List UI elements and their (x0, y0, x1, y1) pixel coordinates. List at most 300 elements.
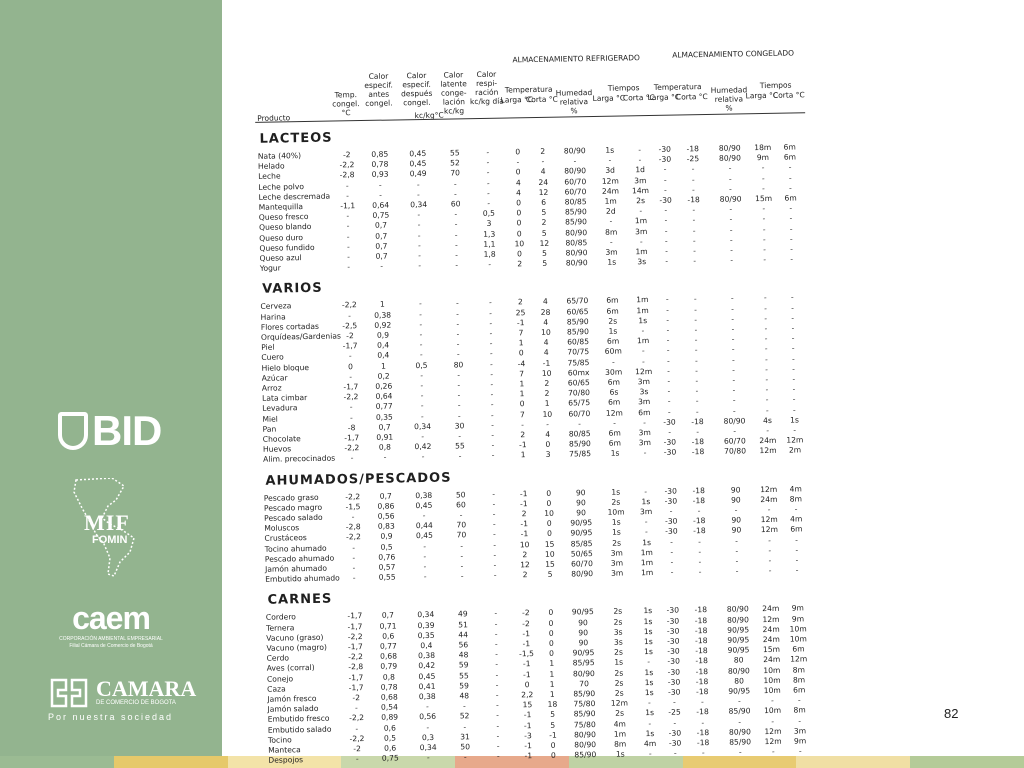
table-cell: 31 (460, 732, 470, 742)
table-cell: - (417, 210, 421, 220)
table-cell: 75/85 (567, 357, 590, 368)
table-cell: -30 (665, 526, 678, 537)
table-cell: 6m (783, 152, 797, 162)
table-cell: 6 (541, 197, 547, 207)
table-cell: - (456, 339, 460, 349)
table-cell: 0,89 (381, 712, 399, 723)
table-cell: -25 (686, 154, 700, 164)
table-cell: - (648, 749, 652, 759)
table-cell: - (419, 340, 423, 350)
table-cell: - (692, 225, 696, 235)
product-name: Caza (267, 684, 286, 694)
table-cell: -1 (524, 741, 533, 751)
product-name: Arroz (261, 383, 282, 393)
table-cell: 12m (601, 176, 619, 186)
table-cell: - (788, 162, 792, 172)
table-cell: - (495, 660, 499, 670)
table-cell: - (666, 346, 670, 356)
product-name: Alim. precocinados (263, 453, 336, 465)
table-cell: - (641, 326, 645, 336)
table-cell: - (348, 310, 352, 320)
table-cell: - (643, 448, 647, 458)
column-header: Producto (257, 113, 291, 123)
table-cell: - (693, 246, 696, 256)
table-cell: 0,7 (378, 422, 391, 432)
table-cell: 0,49 (409, 169, 427, 179)
table-cell: - (665, 246, 668, 256)
table-cell: 1,8 (483, 249, 496, 259)
table-cell: 1 (519, 379, 525, 389)
table-cell: - (355, 723, 359, 733)
table-cell: - (644, 486, 648, 496)
table-cell: 0,26 (375, 381, 393, 391)
column-header: Calor latente conge- lación kc/kg (440, 70, 467, 116)
table-cell: 0 (548, 608, 554, 618)
table-cell: - (426, 722, 430, 732)
table-cell: 7 (519, 369, 525, 379)
table-cell: - (458, 431, 462, 441)
table-cell: 9m (793, 736, 807, 746)
table-cell: 12 (539, 238, 550, 248)
caem-logo (0, 600, 222, 650)
table-cell: 12m (786, 435, 804, 445)
column-header: Calor respi- ración kc/kg día (469, 69, 504, 107)
table-cell: - (798, 716, 802, 726)
product-name: Ternera (265, 622, 295, 633)
table-cell: 0 (546, 498, 552, 508)
table-cell: 6m (638, 407, 651, 417)
table-cell: 5 (542, 258, 548, 269)
table-cell: -30 (668, 738, 682, 748)
table-cell: 10 (542, 409, 553, 419)
table-cell: -2,8 (339, 170, 355, 180)
table-cell: - (420, 391, 424, 401)
table-cell: 0,34 (419, 742, 437, 753)
color-stripe (910, 756, 1024, 768)
table-cell: 12 (538, 187, 549, 197)
table-cell: 48 (459, 691, 470, 701)
table-cell: 1 (518, 338, 524, 348)
table-cell: - (768, 535, 772, 545)
table-cell: 12m (759, 446, 777, 456)
table-cell: -18 (691, 447, 705, 457)
table-cell: - (670, 547, 674, 557)
table-cell: - (462, 701, 466, 711)
table-cell: - (352, 542, 356, 552)
product-name: Hielo bloque (261, 362, 310, 373)
table-cell: 0,7 (381, 610, 394, 621)
table-cell: 90 (578, 627, 589, 638)
table-cell: -1,7 (347, 611, 363, 621)
table-cell: 80/90 (726, 604, 749, 615)
column-header: Calor especif. antes congel. (364, 71, 393, 108)
table-cell: -18 (695, 656, 708, 666)
table-cell: -30 (658, 144, 672, 154)
table-cell: 10m (607, 507, 625, 517)
table-cell: - (492, 519, 496, 529)
column-header: Calor especif. después congel. (401, 70, 433, 108)
table-cell: 70 (456, 520, 467, 530)
table-cell: - (644, 527, 648, 537)
table-cell: 80/90 (572, 668, 595, 679)
product-name: Miel (262, 414, 278, 424)
table-cell: 80/90 (563, 146, 586, 156)
table-cell: 2s (614, 678, 624, 688)
table-cell: - (731, 344, 735, 354)
table-cell: - (460, 571, 464, 581)
product-name: Chocolate (262, 434, 301, 444)
table-cell: 10m (789, 624, 807, 634)
table-cell: 90 (578, 638, 589, 648)
table-cell: - (691, 174, 695, 184)
table-cell: - (456, 349, 460, 359)
product-name: Piel (261, 342, 275, 353)
table-cell: - (647, 657, 651, 667)
table-cell: 80/85 (564, 197, 587, 207)
table-cell: 90/95 (728, 686, 751, 696)
table-cell: 1s (645, 728, 655, 738)
globe-icon (58, 412, 88, 450)
table-cell: 0,38 (418, 651, 436, 661)
table-cell: 12m (760, 525, 779, 535)
table-cell: 60/70 (564, 186, 587, 197)
table-cell: - (732, 406, 736, 416)
table-cell: 10m (763, 706, 782, 716)
table-cell: - (419, 309, 423, 319)
table-cell: - (455, 298, 459, 308)
table-cell: 90/95 (572, 648, 595, 658)
table-cell: - (731, 334, 735, 344)
table-cell: - (352, 573, 356, 583)
table-cell: 0,35 (375, 412, 393, 422)
table-cell: 3s (613, 637, 623, 647)
table-cell: - (729, 225, 733, 235)
table-cell: - (541, 157, 545, 167)
table-cell: - (383, 453, 387, 463)
table-cell: 65/75 (568, 398, 591, 408)
table-cell: - (496, 721, 500, 731)
table-cell: 80/90 (727, 665, 750, 676)
product-name: Flores cortadas (260, 321, 319, 332)
table-cell: - (457, 410, 461, 420)
table-cell: 90 (576, 508, 587, 518)
table-cell: - (489, 338, 493, 349)
table-cell: 0,8 (382, 672, 396, 682)
table-cell: 60/70 (723, 436, 746, 446)
table-cell: -1,7 (344, 433, 360, 443)
table-cell: -2,2 (343, 392, 359, 402)
table-cell: - (695, 365, 699, 376)
table-cell: 12m (762, 614, 780, 624)
table-cell: 4 (540, 167, 546, 177)
table-cell: - (668, 427, 672, 437)
table-cell: - (457, 400, 461, 410)
table-cell: 0,5 (380, 542, 393, 552)
product-name: Lata cimbar (261, 393, 308, 403)
table-cell: 70 (456, 530, 467, 540)
table-cell: 55 (454, 441, 465, 451)
product-name: Vacuno (magro) (266, 642, 328, 653)
table-cell: - (455, 260, 459, 270)
table-cell: 6m (606, 336, 620, 346)
table-cell: 0,9 (380, 531, 393, 542)
table-cell: 80/90 (723, 416, 746, 426)
table-cell: 85/90 (728, 706, 751, 717)
table-cell: 10m (789, 634, 807, 644)
table-cell: 15m (762, 644, 781, 655)
table-cell: 1s (614, 657, 624, 668)
table-cell: 85/95 (572, 658, 595, 668)
table-cell: -1 (520, 529, 529, 539)
table-cell: 10 (544, 508, 555, 518)
product-name: Aves (corral) (266, 663, 315, 674)
table-cell: - (454, 219, 458, 229)
table-cell: 3m (610, 548, 623, 558)
table-cell: 0 (515, 167, 521, 177)
table-cell: -30 (666, 616, 680, 626)
table-cell: 2s (613, 606, 623, 617)
table-cell: - (763, 255, 767, 265)
table-cell: 90 (578, 617, 588, 627)
table-cell: - (694, 355, 698, 365)
table-cell: -2,2 (341, 300, 357, 310)
table-cell: -18 (691, 416, 704, 427)
table-cell: -30 (667, 656, 680, 667)
table-cell: 3m (634, 226, 648, 236)
table-cell: - (764, 334, 768, 344)
table-cell: 1s (645, 708, 655, 718)
table-cell: -18 (686, 144, 700, 154)
table-cell: - (693, 294, 697, 304)
table-cell: 0,76 (378, 552, 396, 562)
table-cell: - (346, 191, 349, 201)
storage-table-document (248, 42, 820, 765)
table-cell: 6s (609, 387, 619, 397)
product-name: Embutido salado (267, 724, 332, 735)
table-cell: - (667, 376, 671, 386)
table-cell: 75/85 (569, 449, 592, 459)
table-cell: 1 (379, 300, 385, 310)
table-cell: -2 (342, 150, 351, 160)
table-cell: - (418, 261, 422, 271)
table-cell: - (490, 389, 494, 400)
table-cell: - (698, 536, 702, 546)
table-cell: - (419, 319, 423, 329)
table-cell: 9m (791, 613, 805, 624)
table-cell: 75/80 (573, 699, 596, 709)
table-cell: 2d (605, 206, 616, 216)
table-cell: 60/70 (568, 408, 591, 419)
table-cell: -18 (695, 687, 709, 697)
table-cell: 9m (791, 603, 804, 613)
table-cell: - (346, 242, 350, 252)
table-cell: 50 (455, 489, 466, 500)
table-cell: - (791, 303, 794, 313)
table-cell: - (609, 237, 613, 247)
product-name: Jamón fresco (267, 693, 317, 704)
table-cell: - (691, 164, 695, 174)
table-cell: 9m (756, 153, 770, 163)
table-cell: 1 (544, 399, 550, 409)
table-cell: -18 (694, 625, 708, 636)
table-cell: 24m (760, 494, 778, 504)
table-cell: 0,4 (377, 350, 390, 361)
table-cell: 0 (548, 628, 554, 638)
table-cell: - (695, 386, 699, 396)
table-cell: -4 (517, 358, 526, 368)
table-cell: 4s (763, 415, 772, 425)
table-cell: - (495, 649, 499, 659)
table-cell: -1 (542, 358, 551, 368)
table-cell: - (488, 298, 492, 308)
table-cell: - (457, 380, 461, 390)
table-cell: 0,91 (376, 432, 394, 442)
product-name: Queso fresco (258, 212, 309, 223)
table-cell: - (768, 555, 772, 565)
table-cell: - (792, 374, 796, 384)
fomin-logo-text: FOMIN (92, 534, 128, 546)
table-cell: 4 (515, 177, 521, 187)
table-cell: 7 (518, 328, 524, 338)
table-cell: - (765, 374, 769, 385)
sidebar-panel (0, 0, 222, 756)
table-cell: 0,54 (380, 702, 398, 712)
table-cell: - (792, 384, 796, 394)
product-name: Moluscos (264, 523, 300, 533)
table-cell: - (771, 716, 775, 726)
table-cell: 80/90 (574, 740, 597, 750)
table-cell: 3m (638, 438, 652, 448)
table-cell: -2,8 (348, 662, 364, 672)
table-cell: - (791, 333, 795, 343)
unit-label: kc/kg°C (414, 110, 444, 121)
table-cell: -18 (694, 605, 708, 615)
table-cell: -2 (352, 693, 361, 703)
table-cell: 10m (763, 685, 781, 696)
table-cell: - (667, 356, 670, 366)
table-cell: 90/95 (727, 645, 750, 655)
table-cell: 0 (519, 399, 525, 409)
table-cell: - (643, 417, 646, 427)
table-cell: 3 (545, 450, 551, 460)
section-title: LACTEOS (259, 130, 333, 147)
column-header: Corta °C (675, 91, 708, 102)
table-cell: - (764, 303, 768, 313)
table-cell: - (761, 163, 765, 173)
table-cell: - (666, 325, 670, 335)
table-cell: 12m (790, 654, 808, 665)
table-cell: - (641, 346, 645, 356)
table-cell: 85/90 (574, 750, 597, 760)
table-cell: - (788, 173, 792, 183)
table-cell: 1s (643, 626, 653, 636)
caem-subtitle-line2: Filial Cámara de Comercio de Bogotá (69, 643, 153, 649)
table-cell: 80/90 (565, 248, 588, 258)
bid-logo (0, 408, 222, 454)
table-cell: - (496, 711, 500, 721)
table-cell: -1 (523, 710, 532, 720)
table-cell: - (792, 364, 796, 374)
table-cell: -30 (667, 687, 681, 697)
table-cell: - (346, 211, 350, 221)
table-cell: 59 (458, 660, 469, 670)
table-cell: 52 (450, 158, 460, 168)
table-cell: 0 (516, 218, 522, 228)
table-cell: 0,6 (384, 743, 397, 753)
table-cell: - (425, 702, 429, 712)
table-cell: - (729, 235, 733, 245)
table-cell: -2,2 (349, 733, 365, 744)
table-cell: 0,78 (380, 682, 398, 692)
table-cell: 70/75 (567, 347, 590, 357)
table-cell: - (697, 506, 701, 516)
table-cell: - (349, 372, 353, 382)
table-cell: - (732, 385, 736, 395)
table-cell: 4 (515, 188, 521, 198)
table-cell: 18m (754, 142, 772, 153)
table-cell: 60/85 (567, 337, 590, 347)
table-cell: 0,7 (375, 241, 388, 251)
table-cell: - (765, 395, 769, 405)
color-stripe (114, 756, 228, 768)
table-cell: -18 (695, 676, 709, 687)
table-cell: 5 (541, 228, 547, 238)
table-cell: 7 (519, 409, 525, 419)
table-cell: 1m (640, 568, 654, 578)
table-cell: - (491, 440, 495, 450)
table-cell: 10 (519, 539, 530, 549)
table-cell: 2 (522, 550, 528, 560)
table-cell: - (349, 412, 353, 422)
table-cell: 0 (517, 249, 523, 259)
table-cell: - (790, 254, 794, 264)
table-cell: - (762, 234, 766, 244)
table-cell: - (790, 244, 793, 254)
table-cell: - (695, 376, 699, 386)
product-name: Despojos (268, 755, 304, 765)
table-cell: -18 (696, 738, 710, 748)
table-cell: 15m (755, 193, 773, 204)
table-cell: 3m (605, 247, 618, 257)
table-cell: - (421, 431, 425, 442)
table-cell: - (798, 746, 802, 756)
table-cell: - (764, 344, 768, 354)
camara-logo-text: CAMARA (96, 676, 197, 701)
table-cell: 85/90 (573, 689, 596, 699)
table-cell: 0,75 (372, 210, 390, 221)
table-cell: - (764, 354, 768, 364)
table-cell: -30 (664, 496, 678, 506)
camara-logo (0, 676, 222, 724)
table-cell: 0,55 (378, 572, 396, 582)
table-cell: -1,7 (348, 682, 364, 693)
table-cell: -1,5 (345, 501, 361, 512)
table-cell: 4 (543, 348, 549, 358)
table-cell: - (731, 304, 735, 314)
table-cell: 12m (610, 698, 629, 708)
table-cell: 1m (635, 247, 648, 257)
product-name: Nata (40%) (257, 151, 302, 161)
table-cell: - (692, 185, 695, 195)
column-header: Corta °C (622, 92, 655, 103)
table-cell: - (420, 380, 424, 391)
table-cell: 0 (548, 618, 554, 628)
table-cell: - (516, 157, 520, 167)
table-cell: - (764, 313, 768, 323)
table-cell: 1d (635, 165, 646, 175)
table-cell: - (351, 512, 355, 522)
table-cell: - (489, 349, 493, 359)
